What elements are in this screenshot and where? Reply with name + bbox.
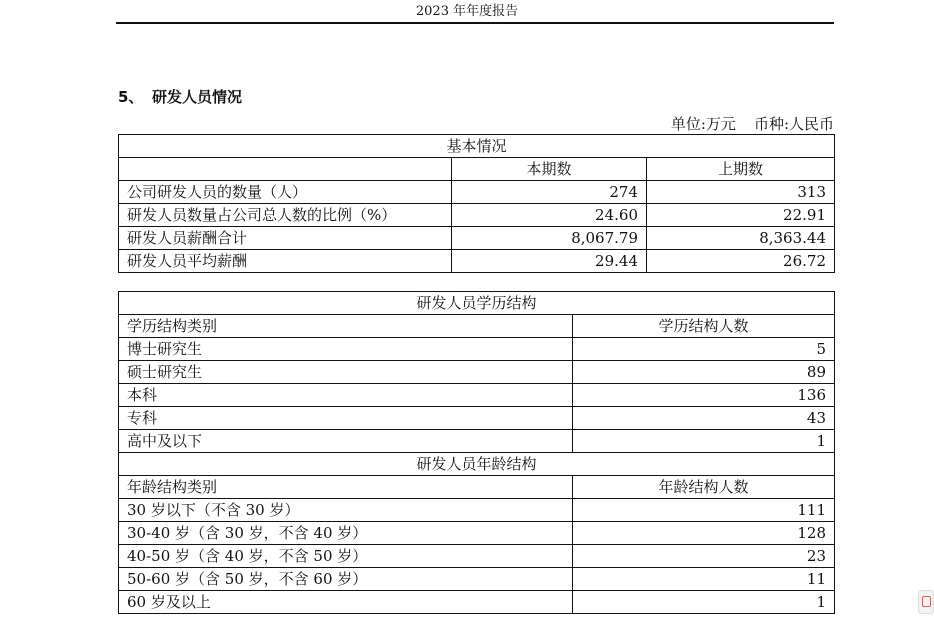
previous-value: 8,363.44 (647, 227, 835, 250)
document-app-icon[interactable] (918, 590, 934, 614)
basic-table-title: 基本情况 (119, 135, 835, 158)
table-title-row (119, 292, 835, 315)
table-row (119, 250, 835, 273)
current-value: 24.60 (452, 204, 647, 227)
table-row (119, 522, 835, 545)
row-label: 40-50 岁（含 40 岁，不含 50 岁） (119, 545, 573, 568)
table-row (119, 545, 835, 568)
row-label: 博士研究生 (119, 338, 573, 361)
row-label: 研发人员数量占公司总人数的比例（%） (119, 204, 452, 227)
count-value: 23 (573, 545, 835, 568)
current-value: 8,067.79 (452, 227, 647, 250)
row-label: 硕士研究生 (119, 361, 573, 384)
column-header-current: 本期数 (452, 158, 647, 181)
count-value: 89 (573, 361, 835, 384)
count-value: 136 (573, 384, 835, 407)
row-label: 公司研发人员的数量（人） (119, 181, 452, 204)
age-category-header: 年龄结构类别 (119, 476, 573, 499)
education-table-title: 研发人员学历结构 (119, 292, 835, 315)
unit-label: 单位:万元 (670, 115, 736, 133)
age-count-header: 年龄结构人数 (573, 476, 835, 499)
column-header (119, 158, 452, 181)
header-divider (116, 22, 834, 24)
table-row (119, 591, 835, 614)
currency-label: 币种:人民币 (753, 115, 834, 133)
unit-currency-line (671, 113, 834, 134)
row-label: 60 岁及以上 (119, 591, 573, 614)
previous-value: 22.91 (647, 204, 835, 227)
count-value: 5 (573, 338, 835, 361)
table-row (119, 204, 835, 227)
education-category-header: 学历结构类别 (119, 315, 573, 338)
row-label: 研发人员薪酬合计 (119, 227, 452, 250)
table-row (119, 384, 835, 407)
staff-structure-table (118, 291, 835, 614)
row-label: 高中及以下 (119, 430, 573, 453)
table-row (119, 430, 835, 453)
table-row (119, 338, 835, 361)
table-row (119, 227, 835, 250)
count-value: 43 (573, 407, 835, 430)
count-value: 111 (573, 499, 835, 522)
table-header-row (119, 476, 835, 499)
table-title-row (119, 135, 835, 158)
table-row (119, 568, 835, 591)
section-heading (118, 86, 242, 107)
table-row (119, 499, 835, 522)
table-header-row (119, 158, 835, 181)
report-header-title: 2023 年年度报告 (415, 4, 519, 19)
count-value: 1 (573, 591, 835, 614)
table-row (119, 407, 835, 430)
count-value: 1 (573, 430, 835, 453)
previous-value: 313 (647, 181, 835, 204)
basic-info-table (118, 134, 835, 273)
education-count-header: 学历结构人数 (573, 315, 835, 338)
current-value: 274 (452, 181, 647, 204)
table-header-row (119, 315, 835, 338)
row-label: 本科 (119, 384, 573, 407)
row-label: 50-60 岁（含 50 岁，不含 60 岁） (119, 568, 573, 591)
section-number: 5、 (118, 88, 144, 106)
current-value: 29.44 (452, 250, 647, 273)
count-value: 128 (573, 522, 835, 545)
table-row (119, 361, 835, 384)
age-table-title: 研发人员年龄结构 (119, 453, 835, 476)
table-row (119, 181, 835, 204)
row-label: 30 岁以下（不含 30 岁） (119, 499, 573, 522)
section-title: 研发人员情况 (152, 88, 243, 106)
column-header-previous: 上期数 (647, 158, 835, 181)
previous-value: 26.72 (647, 250, 835, 273)
row-label: 专科 (119, 407, 573, 430)
count-value: 11 (573, 568, 835, 591)
table-title-row (119, 453, 835, 476)
row-label: 30-40 岁（含 30 岁，不含 40 岁） (119, 522, 573, 545)
row-label: 研发人员平均薪酬 (119, 250, 452, 273)
